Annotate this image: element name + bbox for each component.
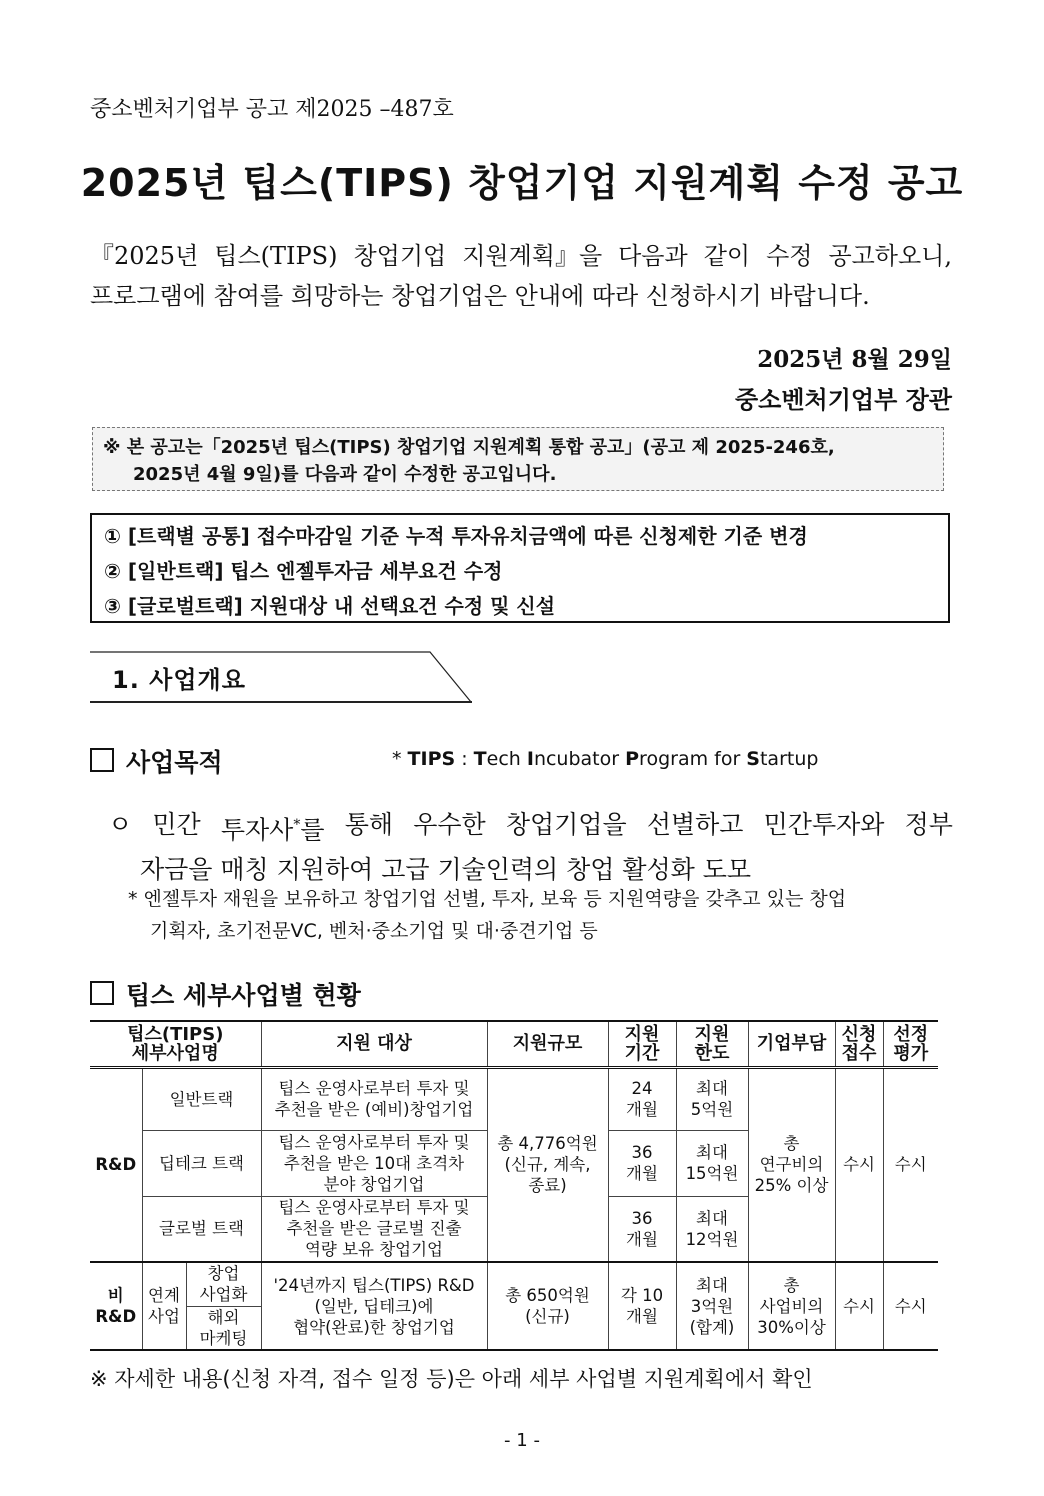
section-title: 1. 사업개요	[112, 666, 246, 694]
non-rnd-burden: 총 사업비의 30%이상	[748, 1262, 835, 1350]
table-row	[90, 1067, 938, 1130]
notice-number: 중소벤처기업부 공고 제2025 –487호	[90, 97, 454, 122]
linked-program: 연계 사업	[142, 1262, 186, 1350]
header-target: 지원 대상	[261, 1021, 487, 1067]
tips-def-part: tartup	[759, 748, 819, 770]
header-scale: 지원규모	[487, 1021, 608, 1067]
track-target: 팁스 운영사로부터 투자 및 추천을 받은 (예비)창업기업	[261, 1067, 487, 1130]
footnote-marker: *	[293, 817, 301, 833]
sub-program: 창업 사업화	[186, 1262, 261, 1306]
change-item: ② [일반트랙] 팁스 엔젤투자금 세부요건 수정	[104, 559, 503, 583]
page-number: - 1 -	[504, 1430, 540, 1451]
track-target: 팁스 운영사로부터 투자 및 추천을 받은 10대 초격차 분야 창업기업	[261, 1130, 487, 1196]
purpose-word-particle: 를	[300, 815, 325, 845]
header-period: 지원 기간	[608, 1021, 676, 1067]
purpose-heading-label: 사업목적	[126, 748, 223, 777]
note-line-2: 2025년 4월 9일)를 다음과 같이 수정한 공고입니다.	[133, 464, 557, 485]
checkbox-square-icon	[90, 748, 114, 772]
track-period: 36 개월	[608, 1130, 676, 1196]
intro-word: 팁스(TIPS)	[214, 242, 338, 270]
track-limit: 최대 15억원	[676, 1130, 748, 1196]
track-period: 24 개월	[608, 1067, 676, 1130]
change-item: ③ [글로벌트랙] 지원대상 내 선택요건 수정 및 신설	[104, 594, 556, 618]
non-rnd-category: 비 R&D	[90, 1262, 142, 1350]
purpose-word: 선별하고	[646, 810, 744, 839]
publication-date: 2025년 8월 29일	[757, 346, 952, 373]
tips-def-part: S	[746, 748, 760, 770]
intro-line-2: 프로그램에 참여를 희망하는 창업기업은 안내에 따라 신청하시기 바랍니다.	[90, 282, 870, 310]
tips-def-part: I	[526, 748, 534, 770]
page-title: 2025년 팁스(TIPS) 창업기업 지원계획 수정 공고	[80, 161, 964, 205]
track-target: 팁스 운영사로부터 투자 및 추천을 받은 글로벌 진출 역량 보유 창업기업	[261, 1196, 487, 1262]
purpose-heading	[90, 743, 223, 779]
note-line-1: ※ 본 공고는「2025년 팁스(TIPS) 창업기업 지원계획 통합 공고」(공고 제 2025-246호,	[103, 437, 835, 458]
amendment-note-box	[92, 427, 944, 491]
track-name: 일반트랙	[142, 1067, 261, 1130]
header-program: 팁스(TIPS) 세부사업명	[90, 1021, 261, 1067]
table-header-row	[90, 1021, 938, 1067]
rnd-scale: 총 4,776억원 (신규, 계속, 종료)	[487, 1067, 608, 1262]
intro-line-1	[90, 236, 952, 276]
non-rnd-target: '24년까지 팁스(TIPS) R&D (일반, 딥테크)에 협약(완료)한 창업기업	[261, 1262, 487, 1350]
tips-definition	[392, 748, 818, 770]
purpose-footnote	[128, 883, 953, 947]
header-burden: 기업부담	[748, 1021, 835, 1067]
track-name: 글로벌 트랙	[142, 1196, 261, 1262]
purpose-word: 민간투자와	[763, 810, 885, 839]
intro-word: 창업기업	[353, 242, 447, 270]
header-apply: 신청 접수	[835, 1021, 883, 1067]
bullet-icon: ㅇ	[108, 810, 133, 839]
tips-def-prefix: *	[392, 748, 408, 770]
change-item: ① [트랙별 공통] 접수마감일 기준 누적 투자유치금액에 따른 신청제한 기준 변경	[104, 524, 808, 548]
non-rnd-eval: 수시	[883, 1262, 938, 1350]
tips-def-part: ncubator	[533, 748, 626, 770]
purpose-word: 통해	[344, 810, 393, 839]
tips-def-part: rogram for	[639, 748, 747, 770]
rnd-category: R&D	[90, 1067, 142, 1262]
checkbox-square-icon	[90, 981, 114, 1005]
tips-def-part: TIPS	[407, 748, 456, 770]
track-limit: 최대 12억원	[676, 1196, 748, 1262]
intro-word: 다음과	[618, 242, 688, 270]
rnd-eval: 수시	[883, 1067, 938, 1262]
purpose-paragraph	[108, 805, 953, 890]
rnd-apply: 수시	[835, 1067, 883, 1262]
non-rnd-period: 각 10 개월	[608, 1262, 676, 1350]
track-limit: 최대 5억원	[676, 1067, 748, 1130]
purpose-word: 우수한	[413, 810, 486, 839]
intro-word: 수정	[766, 242, 813, 270]
footnote-line-1: * 엔젤투자 재원을 보유하고 창업기업 선별, 투자, 보육 등 지원역량을 갖추고 있는 창업	[128, 888, 847, 910]
rnd-burden: 총 연구비의 25% 이상	[748, 1067, 835, 1262]
status-heading-label: 팁스 세부사업별 현황	[126, 981, 361, 1010]
purpose-word: 정부	[904, 810, 953, 839]
tips-def-part: ech	[486, 748, 527, 770]
header-limit: 지원 한도	[676, 1021, 748, 1067]
purpose-line-1	[108, 805, 953, 850]
tips-def-part: P	[625, 748, 640, 770]
sub-program: 해외 마케팅	[186, 1306, 261, 1350]
table-row	[90, 1262, 938, 1306]
non-rnd-apply: 수시	[835, 1262, 883, 1350]
intro-word: 『2025년	[90, 242, 199, 270]
purpose-word: 투자사*를	[220, 815, 325, 845]
intro-word: 같이	[703, 242, 751, 270]
purpose-line-2: 자금을 매칭 지원하여 고급 기술인력의 창업 활성화 도모	[140, 855, 752, 885]
changes-summary-box	[90, 513, 950, 623]
intro-paragraph	[90, 236, 952, 316]
track-name: 딥테크 트랙	[142, 1130, 261, 1196]
tips-def-part: :	[455, 748, 474, 770]
purpose-word: 민간	[152, 810, 201, 839]
program-status-table	[90, 1020, 938, 1351]
table-note: ※ 자세한 내용(신청 자격, 접수 일정 등)은 아래 세부 사업별 지원계획에서 확인	[90, 1367, 813, 1391]
intro-word: 공고하오니,	[828, 242, 952, 270]
non-rnd-limit: 최대 3억원 (합계)	[676, 1262, 748, 1350]
non-rnd-scale: 총 650억원 (신규)	[487, 1262, 608, 1350]
intro-word: 지원계획』을	[462, 242, 603, 270]
section-heading-tab	[90, 651, 472, 703]
issuer-name: 중소벤처기업부 장관	[734, 386, 952, 414]
status-heading	[90, 976, 361, 1012]
tips-def-part: T	[473, 748, 487, 770]
track-period: 36 개월	[608, 1196, 676, 1262]
header-eval: 선정 평가	[883, 1021, 938, 1067]
purpose-word: 창업기업을	[505, 810, 627, 839]
footnote-line-2: 기획자, 초기전문VC, 벤처·중소기업 및 대·중견기업 등	[150, 920, 598, 942]
